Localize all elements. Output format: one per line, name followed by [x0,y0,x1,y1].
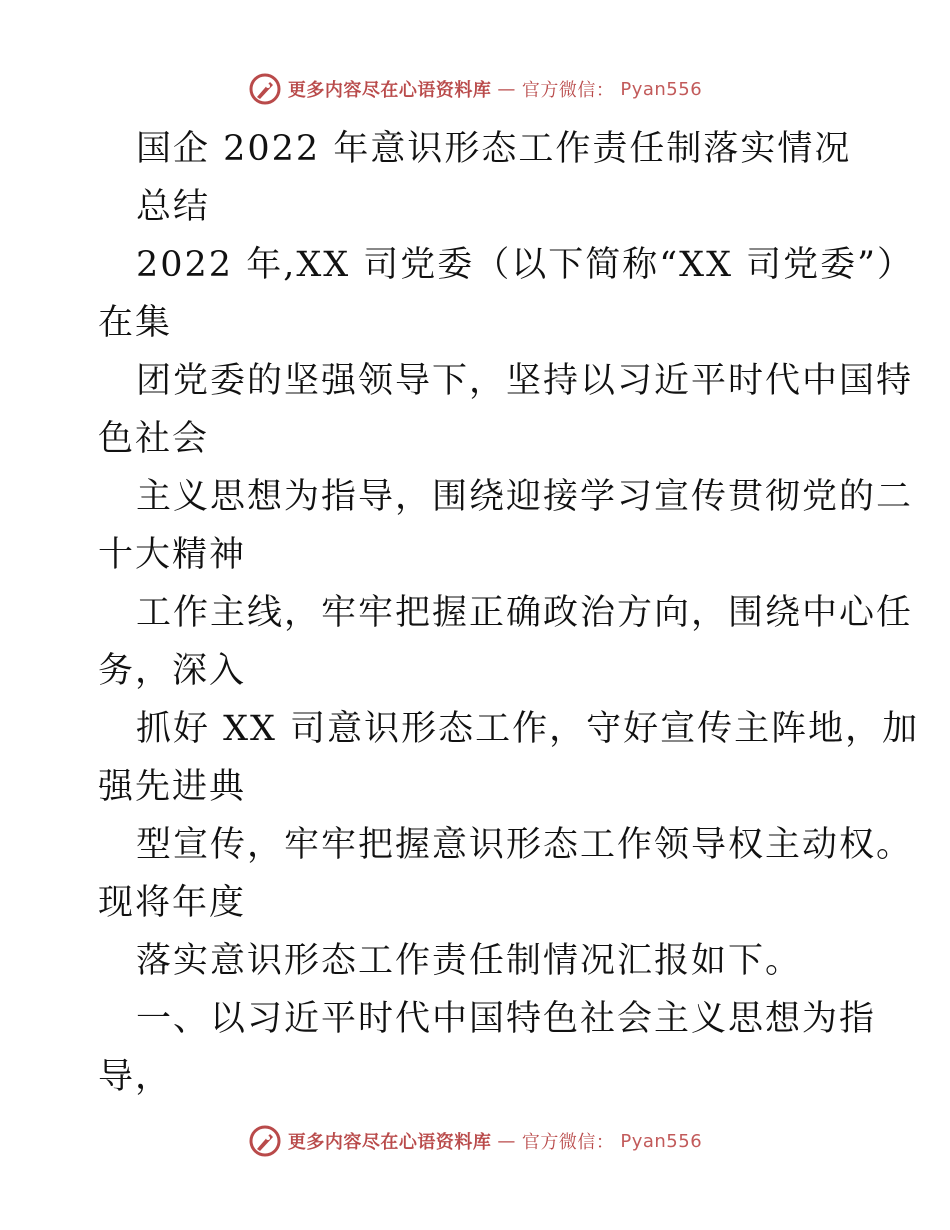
section-heading-line: 一、以习近平时代中国特色社会主义思想为指 [136,999,877,1039]
paragraph-line: 型宣传，牢牢把握意识形态工作领导权主动权。 [136,825,914,865]
document-body [98,120,920,1106]
watermark-wechat-id: Pyan556 [620,78,703,100]
paragraph-line: 强先进典 [98,767,247,807]
paragraph-line: 团党委的坚强领导下，坚持以习近平时代中国特 [136,361,914,401]
watermark-dash: — [497,78,516,100]
watermark-main-text: 更多内容尽在心语资料库 [287,80,492,101]
title-line-2: 总结 [136,187,211,227]
section-heading-line: 导， [98,1057,173,1097]
paragraph-line: 十大精神 [98,535,247,575]
paragraph-line: 现将年度 [98,883,247,923]
paragraph-line: 抓好 XX 司意识形态工作，守好宣传主阵地，加 [136,709,920,749]
watermark-sub-text: 官方微信： [521,80,615,101]
paragraph-line: 务，深入 [98,651,247,691]
pen-nib-logo-icon [248,72,282,106]
footer-watermark [0,1124,950,1158]
header-watermark [0,72,950,106]
paragraph-line: 在集 [98,303,173,343]
watermark-sub-text: 官方微信： [521,1132,615,1153]
pen-nib-logo-icon [248,1124,282,1158]
paragraph-line: 主义思想为指导，围绕迎接学习宣传贯彻党的二 [136,477,914,517]
paragraph-line: 2022 年,XX 司党委（以下简称“XX 司党委”） [136,245,915,285]
title-line-1: 国企 2022 年意识形态工作责任制落实情况 [136,129,852,169]
paragraph-line: 工作主线，牢牢把握正确政治方向，围绕中心任 [136,593,914,633]
paragraph-line: 落实意识形态工作责任制情况汇报如下。 [136,941,803,981]
watermark-main-text: 更多内容尽在心语资料库 [287,1132,492,1153]
watermark-dash: — [497,1130,516,1152]
paragraph-line: 色社会 [98,419,210,459]
watermark-wechat-id: Pyan556 [620,1130,703,1152]
